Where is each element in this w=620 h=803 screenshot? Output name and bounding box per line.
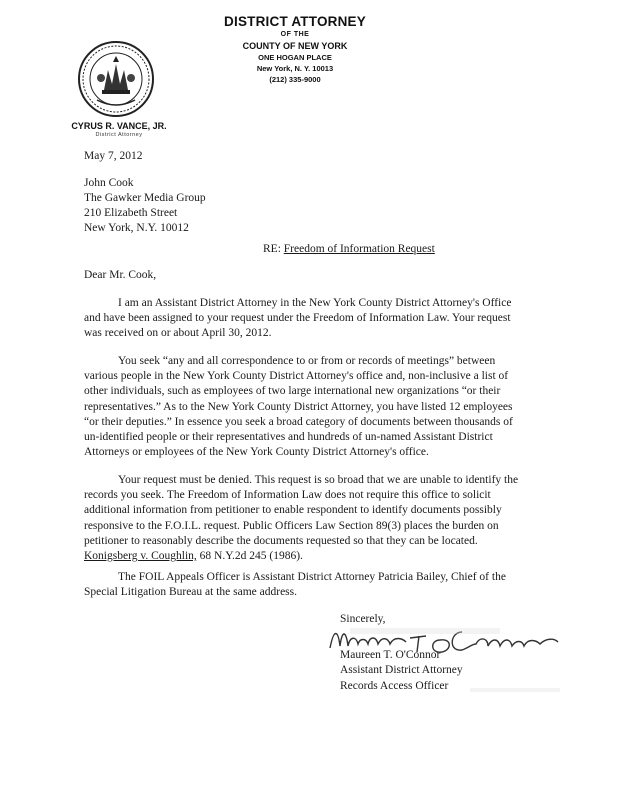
paragraph-4 [84,570,524,600]
signer-name: Maureen T. O'Connor [340,649,441,661]
paragraph-2 [84,354,524,460]
letterhead-city: New York, N. Y. 10013 [256,64,334,73]
letterhead [200,14,390,85]
recipient-street: 210 Elizabeth Street [84,207,178,219]
signer-role: Records Access Officer [340,679,449,692]
recipient-address [84,176,206,236]
salutation: Dear Mr. Cook, [84,269,157,281]
closing: Sincerely, [340,613,386,625]
letter-date: May 7, 2012 [84,150,143,162]
signer-title: Assistant District Attorney [340,664,463,677]
paragraph-4-text: The FOIL Appeals Officer is Assistant District Attorney Patricia Bailey, Chief of the Special Litigation Bureau at the same address. [84,571,506,599]
re-prefix: RE: [263,243,281,255]
bleed-through-mark [470,688,560,692]
re-subject: Freedom of Information Request [283,243,435,255]
letterhead-title: DISTRICT ATTORNEY [224,14,366,29]
paragraph-2-text: You seek “any and all correspondence to or from or records of meetings” between various people in the New York County District Attorney's office and, non-inclusive a list of other individuals, such as employees of two large international new organizations “or their representatives.” As to the New York County District Attorney, you have listed 12 employees “or their deputies.” In essence you seek a broad category of documents between thousands of un-identified people or their representatives and hundreds of un-named Assistant District Attorneys or employees of the New York County District Attorney's office. [84,355,513,459]
case-citation-name: Konigsberg v. Coughlin, [84,550,197,563]
re-line [263,243,435,255]
paragraph-3 [84,473,524,564]
recipient-name: John Cook [84,177,134,189]
paragraph-1-text: I am an Assistant District Attorney in the New York County District Attorney's Office and have been assigned to your request under the Freedom of Information Law. Your request was received on or about April 30, 2012. [84,297,512,340]
letterhead-county: COUNTY OF NEW YORK [242,41,348,51]
district-attorney-title: District Attorney [95,132,143,138]
letterhead-of-the: OF THE [280,31,310,38]
paragraph-1 [84,296,524,342]
case-citation-ref: 68 N.Y.2d 245 (1986). [196,550,303,563]
district-attorney-name: CYRUS R. VANCE, JR. [71,121,167,131]
county-seal-icon [77,40,155,118]
letterhead-phone: (212) 335-9000 [269,75,321,84]
recipient-org: The Gawker Media Group [84,192,206,204]
bleed-through-mark [350,628,500,634]
paragraph-3-text: Your request must be denied. This request is so broad that we are unable to identify the records you seek. The Freedom of Information Law does not require this office to solicit additional information from petitioner to enable respondent to identify documents possibly responsive to the F.O.I.L. request. Public Officers Law Section 89(3) places the burden on petitioner to reasonably describe the documents requested so that they can be located. [84,474,519,547]
recipient-city: New York, N.Y. 10012 [84,222,189,234]
letterhead-street: ONE HOGAN PLACE [258,53,332,62]
signature-block [340,648,463,694]
